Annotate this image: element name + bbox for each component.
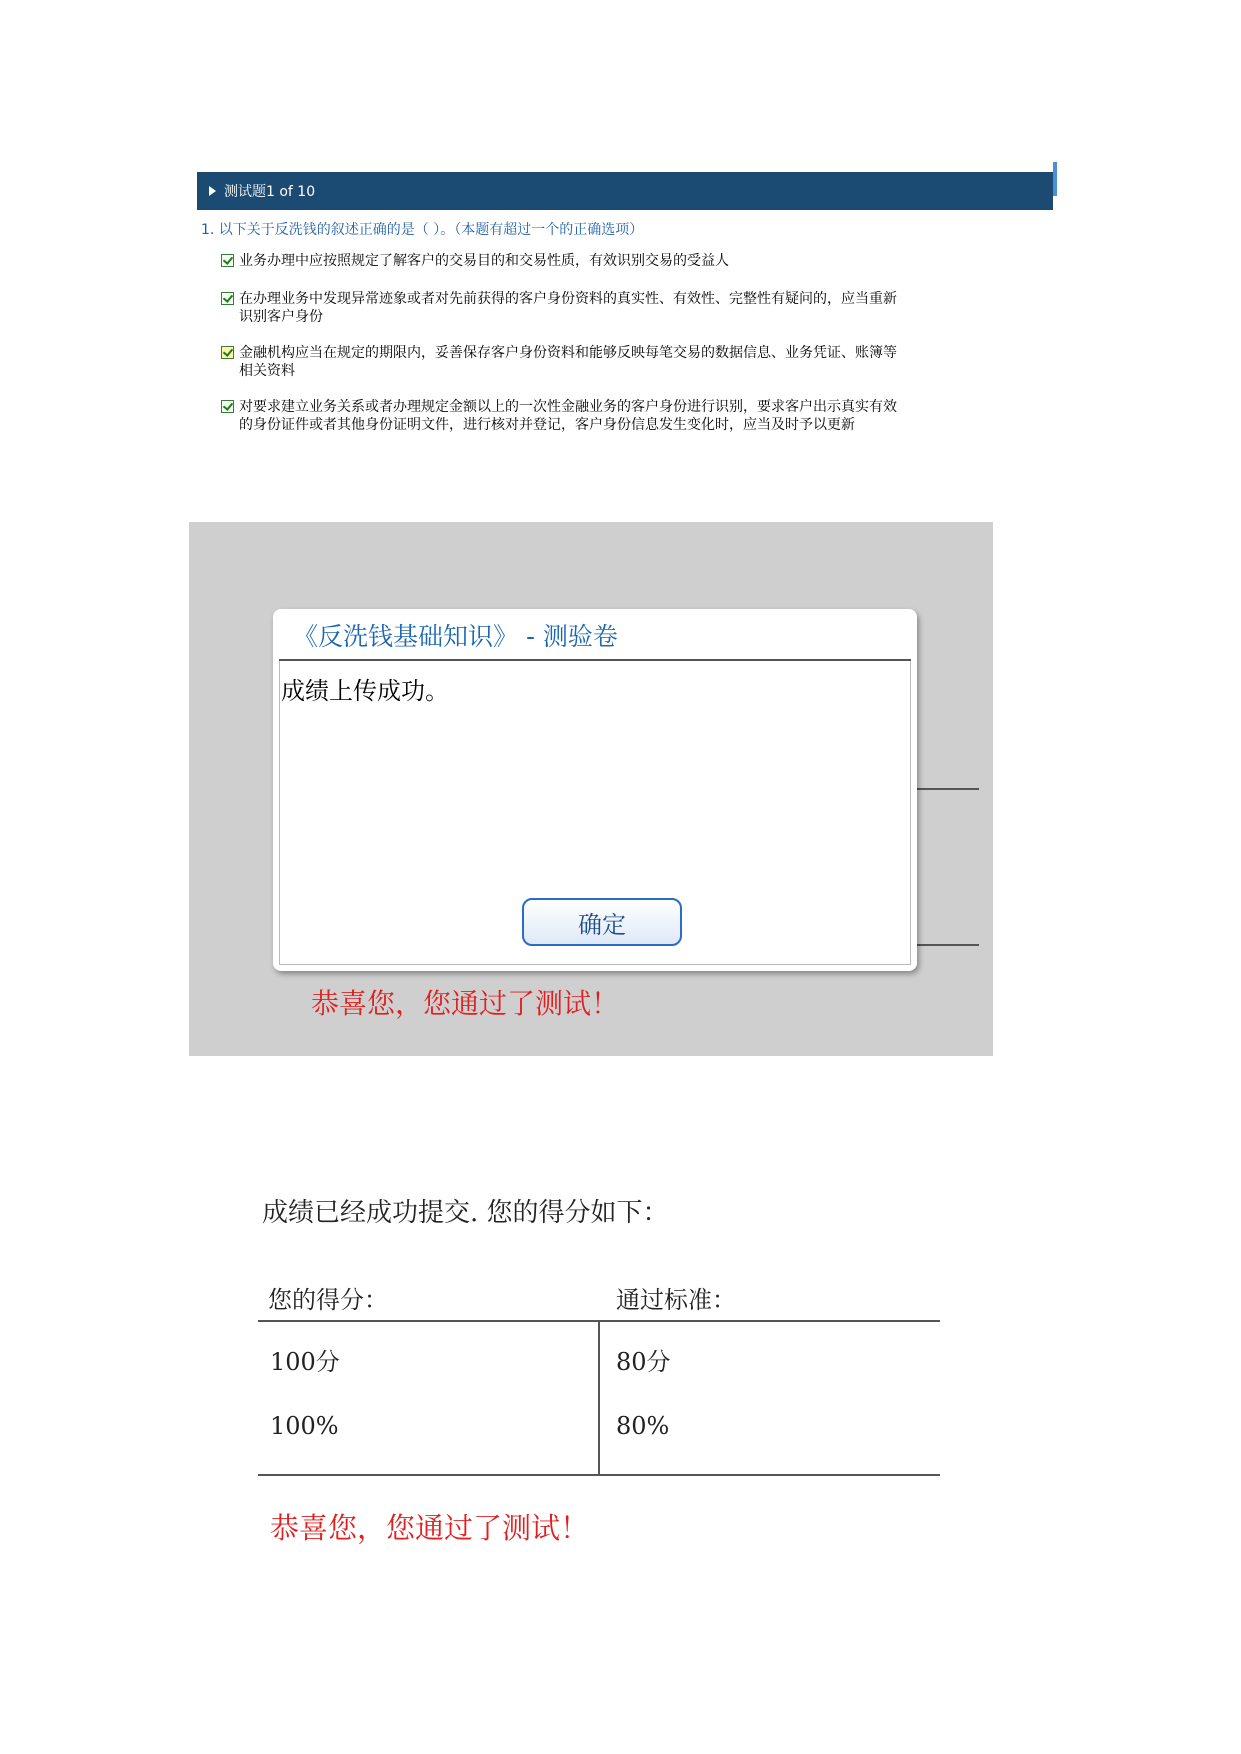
option-text: 在办理业务中发现异常迹象或者对先前获得的客户身份资料的真实性、有效性、完整性有疑问的，应当重新	[239, 291, 897, 307]
table-column-divider	[598, 1320, 600, 1476]
option-text-continued: 相关资料	[239, 363, 295, 379]
answer-option[interactable]	[221, 252, 1051, 270]
congrats-message: 恭喜您，您通过了测试！	[311, 987, 620, 1020]
option-text-continued: 识别客户身份	[239, 309, 323, 325]
answer-option[interactable]	[221, 290, 1051, 326]
table-cell: 100分	[270, 1348, 340, 1376]
quiz-header	[197, 172, 1053, 210]
divider	[917, 944, 979, 946]
result-dialog-screenshot	[189, 522, 993, 1056]
dialog-message: 成绩上传成功。	[281, 677, 449, 705]
checkbox-checked-icon[interactable]	[221, 292, 234, 305]
upload-dialog	[273, 609, 917, 971]
table-cell: 80%	[616, 1412, 670, 1440]
checkbox-checked-icon[interactable]	[221, 254, 234, 267]
congrats-message: 恭喜您，您通过了测试！	[270, 1511, 590, 1545]
checkbox-checked-icon[interactable]	[221, 346, 234, 359]
option-text-continued: 的身份证件或者其他身份证明文件，进行核对并登记，客户身份信息发生变化时，应当及时予以更新	[239, 417, 855, 433]
divider	[917, 788, 979, 790]
table-cell: 80分	[616, 1348, 671, 1376]
column-header: 您的得分：	[268, 1286, 388, 1314]
question-text: 1. 以下关于反洗钱的叙述正确的是（ ）。（本题有超过一个的正确选项）	[201, 222, 644, 238]
quiz-progress-label: 测试题1 of 10	[224, 184, 316, 200]
scrollbar-edge	[1053, 162, 1057, 196]
option-text: 业务办理中应按照规定了解客户的交易目的和交易性质，有效识别交易的受益人	[239, 253, 729, 269]
ok-button[interactable]: 确定	[522, 898, 682, 946]
checkbox-checked-icon[interactable]	[221, 400, 234, 413]
option-text: 金融机构应当在规定的期限内，妥善保存客户身份资料和能够反映每笔交易的数据信息、业务凭证、账簿等	[239, 345, 897, 361]
submission-status: 成绩已经成功提交. 您的得分如下：	[262, 1198, 669, 1228]
arrow-right-icon	[209, 186, 216, 196]
table-rule	[258, 1474, 940, 1476]
answer-option[interactable]	[221, 398, 1051, 434]
option-text: 对要求建立业务关系或者办理规定金额以上的一次性金融业务的客户身份进行识别，要求客户出示真实有效	[239, 399, 897, 415]
table-cell: 100%	[270, 1412, 339, 1440]
answer-option[interactable]	[221, 344, 1051, 380]
column-header: 通过标准：	[616, 1286, 736, 1314]
dialog-title: 《反洗钱基础知识》 - 测验卷	[293, 622, 618, 651]
